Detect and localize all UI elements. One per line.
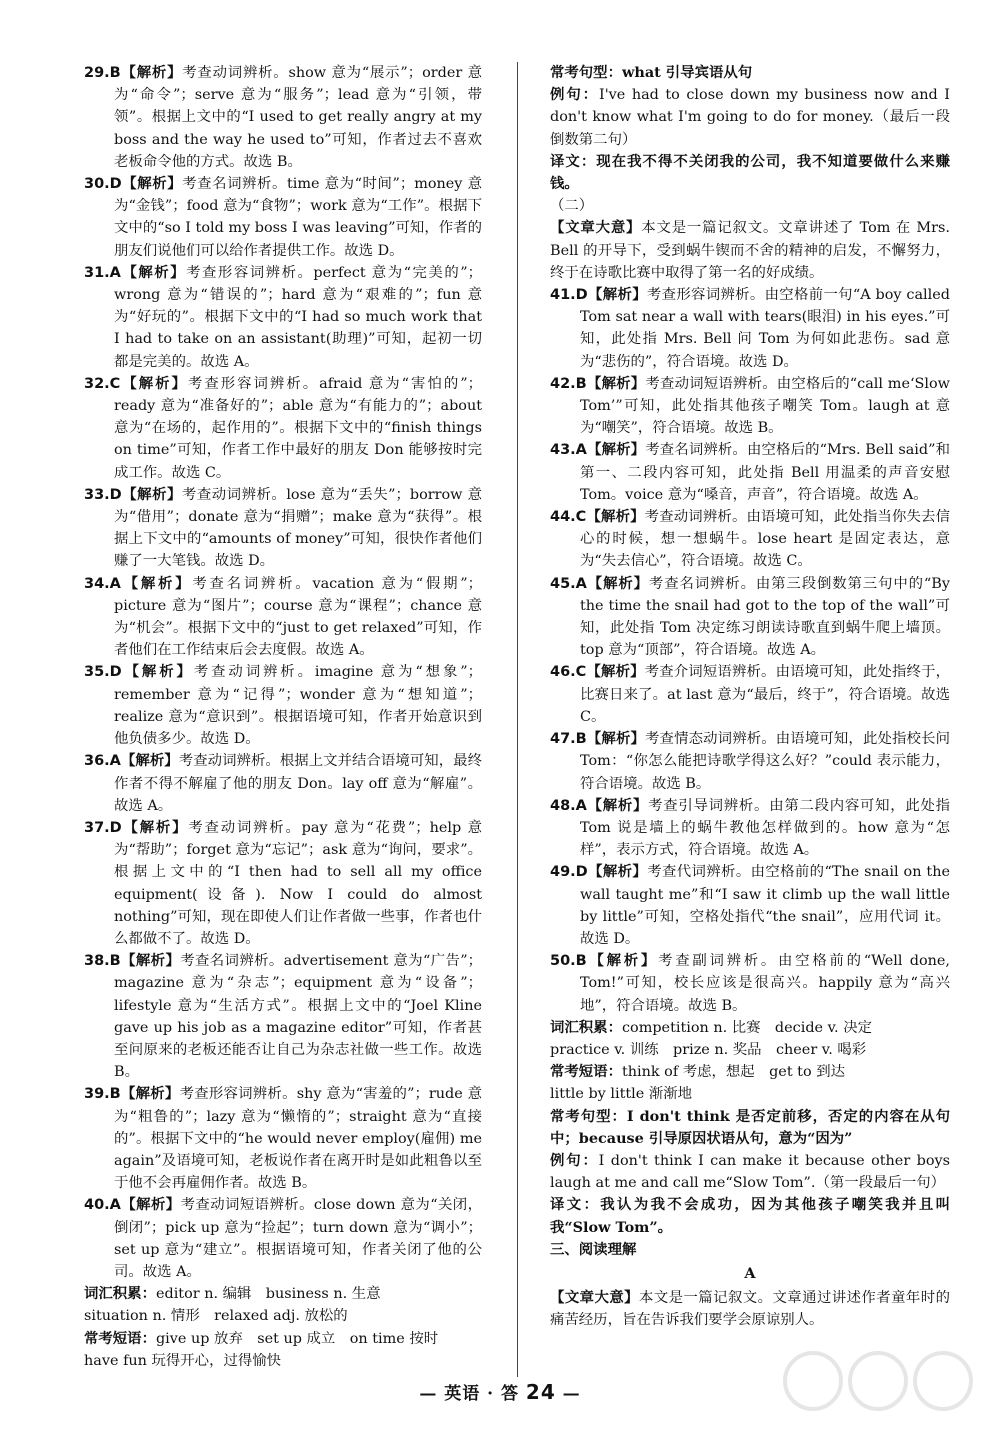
right-vocab-line1: 词汇积累：competition n. 比赛 decide v. 决定 <box>550 1018 872 1036</box>
analysis-tag: 【解析】 <box>586 574 649 592</box>
answer-entry <box>84 262 482 373</box>
left-phrase-line1: 常考短语：give up 放弃 set up 成立 on time 按时 <box>84 1329 439 1347</box>
answer-entry <box>84 484 482 573</box>
right-column <box>550 62 950 1332</box>
answer-entry <box>84 173 482 262</box>
answer-number: 41.D <box>550 287 588 304</box>
answer-entry <box>550 506 950 573</box>
answer-number: 42.B <box>550 375 587 392</box>
answer-entry <box>550 950 950 1017</box>
left-column <box>84 62 482 1372</box>
analysis-tag: 【解析】 <box>121 485 182 503</box>
answer-number: 48.A <box>550 797 587 814</box>
analysis-text: 考查名词辨析。由空格后的“Mrs. Bell said”和第一、二段内容可知，此处指 Bell 用温柔的声音安慰 Tom。voice 意为“嗓音，声音”，符合语境。故选 A。 <box>580 442 950 503</box>
analysis-tag: 【解析】 <box>586 374 646 392</box>
analysis-tag: 【解析】 <box>120 752 179 770</box>
answer-number: 47.B <box>550 731 587 748</box>
analysis-text: 考查动词辨析。由语境可知，此处指当你失去信心的时候，想一想蜗牛。lose heart 是固定表达，意为“失去信心”，符合语境。故选 C。 <box>580 509 950 570</box>
answer-entry <box>84 1083 482 1194</box>
analysis-text: 考查引导词辨析。由第二段内容可知，此处指 Tom 说是墙上的蜗牛教他怎样做到的。how 意为“怎样”，表示方式，符合语境。故选 A。 <box>580 797 950 859</box>
answer-entry <box>550 373 950 440</box>
column-divider <box>517 62 518 1377</box>
analysis-tag: 【解析】 <box>120 574 193 592</box>
part3-heading: 三、阅读理解 <box>550 1240 637 1258</box>
analysis-tag: 【解析】 <box>587 863 648 881</box>
analysis-text: 考查动词辨析。show 意为“展示”；order 意为“命令”；serve 意为“服务”；lead 意为“引领，带领”。根据上文中的“I used to get really angry at my boss and the way he used to”可知，作者过去不喜欢老板命令他的方式。故选 B。 <box>114 65 482 170</box>
analysis-tag: 【解析】 <box>586 952 659 970</box>
analysis-tag: 【解析】 <box>120 374 188 392</box>
answer-entry <box>550 728 950 795</box>
right-vocab-line2: practice v. 训练 prize n. 奖品 cheer v. 喝彩 <box>550 1041 867 1058</box>
analysis-tag: 【解析】 <box>121 818 189 836</box>
answer-number: 50.B <box>550 953 587 970</box>
answer-number: 33.D <box>84 486 122 503</box>
left-entries <box>84 62 482 1283</box>
analysis-text: 考查副词辨析。由空格前的“Well done, Tom!”可知，校长应该是很高兴。happily 意为“高兴地”，符合语境。故选 B。 <box>580 953 950 1014</box>
analysis-text: 考查动词辨析。pay 意为“花费”；help 意为“帮助”；forget 意为“忘记”；ask 意为“询问，要求”。根据上文中的“I then had to sell all my office equipment(设备). Now I could do almost nothing”可知，现在即使人们让作者做一些事，作者也什么都做不了。故选 D。 <box>114 819 482 947</box>
answer-entry <box>84 661 482 750</box>
answer-number: 40.A <box>84 1197 121 1214</box>
answer-number: 39.B <box>84 1086 121 1103</box>
analysis-tag: 【解析】 <box>587 286 647 304</box>
answer-number: 35.D <box>84 664 122 681</box>
analysis-text: 考查形容词辨析。perfect 意为“完美的”；wrong 意为“错误的”；hard 意为“艰难的”；fun 意为“好玩的”。根据下文中的“I had so much work that I had to take on an assistant(助理)”可知，起初一切都是完美的。故选 A。 <box>114 264 482 370</box>
right-entries <box>550 284 950 1017</box>
watermark-logo <box>778 1346 978 1416</box>
right-translation2: 译文：我认为我不会成功，因为其他孩子嘲笑我并且叫我“Slow Tom”。 <box>550 1196 950 1236</box>
analysis-text: 考查形容词辨析。afraid 意为“害怕的”；ready 意为“准备好的”；able 意为“有能力的”；about 意为“在场的，起作用的”。根据下文中的“finish things on time”可知，作者工作中最好的朋友 Don 能够按时完成工作。故选 C。 <box>114 375 482 481</box>
right-translation: 译文：现在我不得不关闭我的公司，我不知道要做什么来赚钱。 <box>550 152 950 193</box>
right-example: 例句：I've had to close down my business now and I don't know what I'm going to do for money.（最后一段倒数第二句） <box>550 86 950 148</box>
analysis-text: 考查动词短语辨析。close down 意为“关闭，倒闭”；pick up 意为“捡起”；turn down 意为“调小”；set up 意为“建立”。根据语境可知，作者关闭了他的公司。故选 A。 <box>114 1197 482 1280</box>
answer-number: 44.C <box>550 509 587 526</box>
right-example2: 例句：I don't think I can make it because other boys laugh at me and call me“Slow Tom”.（第一段最后一句） <box>550 1151 950 1192</box>
answer-number: 31.A <box>84 264 121 281</box>
answer-entry <box>550 573 950 662</box>
answer-entry <box>84 1194 482 1283</box>
part3-subheading: A <box>744 1264 756 1282</box>
answer-number: 49.D <box>550 864 588 881</box>
left-phrase-line2: have fun 玩得开心，过得愉快 <box>84 1352 282 1369</box>
page-footer: — 英语 · 答 24 — <box>419 1380 581 1404</box>
answer-entry <box>550 284 950 373</box>
answer-number: 34.A <box>84 575 121 592</box>
analysis-text: 考查形容词辨析。shy 意为“害羞的”；rude 意为“粗鲁的”；lazy 意为“懒惰的”；straight 意为“直接的”。根据下文中的“he would never employ(雇佣) me again”及语境可知，老板说作者在离开时是如此粗鲁以至于他不会再雇佣作者。故选 B。 <box>114 1086 482 1192</box>
answer-number: 43.A <box>550 442 587 459</box>
answer-number: 29.B <box>84 65 121 81</box>
analysis-text: 考查名词辨析。vacation 意为“假期”；picture 意为“图片”；course 意为“课程”；chance 意为“机会”。根据下文中的“just to get relaxed”可知，作者他们在工作结束后会去度假。故选 A。 <box>114 575 482 659</box>
answer-entry <box>84 373 482 484</box>
answer-entry <box>84 950 482 1083</box>
answer-number: 30.D <box>84 176 122 193</box>
answer-entry <box>84 750 482 817</box>
analysis-tag: 【解析】 <box>121 663 194 681</box>
answer-number: 46.C <box>550 664 587 681</box>
analysis-tag: 【解析】 <box>121 175 183 193</box>
analysis-text: 考查名词辨析。time 意为“时间”；money 意为“金钱”；food 意为“食物”；work 意为“工作”。根据下文中的“so I told my boss I was leaving”可知，作者的朋友们说他们可以给作者提供工作。故选 D。 <box>114 176 482 259</box>
answer-number: 37.D <box>84 819 122 836</box>
analysis-text: 考查动词短语辨析。由空格后的“call me‘Slow Tom’”可知，此处指其他孩子嘲笑 Tom。laugh at 意为“嘲笑”，符合语境。故选 B。 <box>580 375 950 437</box>
analysis-text: 考查名词辨析。由第三段倒数第三句中的“By the time the snail had got to the top of the wall”可知，此处指 Tom 决定练习朗读诗歌直到蜗牛爬上墙顶。top 意为“顶部”，符合语境。故选 A。 <box>580 575 950 659</box>
analysis-tag: 【解析】 <box>586 441 646 459</box>
part3-summary: 【文章大意】本文是一篇记叙文。文章通过讲述作者童年时的痛苦经历，旨在告诉我们要学会原谅别人。 <box>550 1289 950 1329</box>
analysis-tag: 【解析】 <box>120 263 187 281</box>
analysis-tag: 【解析】 <box>586 730 646 748</box>
answer-entry <box>550 795 950 862</box>
answer-entry <box>550 861 950 950</box>
answer-entry <box>550 439 950 506</box>
answer-entry <box>84 573 482 662</box>
part2-heading: （二） <box>550 198 594 215</box>
analysis-text: 考查情态动词辨析。由语境可知，此处指校长问 Tom：“你怎么能把诗歌学得这么好？”could 表示能力，符合语境。故选 B。 <box>580 731 950 792</box>
right-phrase-line2: little by little 渐渐地 <box>550 1086 693 1103</box>
page-number: 24 <box>525 1380 556 1404</box>
left-vocab-line2: situation n. 情形 relaxed adj. 放松的 <box>84 1308 348 1325</box>
analysis-text: 考查介词短语辨析。由语境可知，此处指终于，比赛日来了。at last 意为“最后，终于”，符合语境。故选 C。 <box>580 664 950 725</box>
analysis-text: 考查动词辨析。根据上文并结合语境可知，最终作者不得不解雇了他的朋友 Don。lay off 意为“解雇”。故选 A。 <box>114 753 482 814</box>
answer-number: 45.A <box>550 575 587 592</box>
analysis-tag: 【解析】 <box>586 796 649 814</box>
analysis-tag: 【解析】 <box>120 64 183 81</box>
analysis-text: 考查动词辨析。lose 意为“丢失”；borrow 意为“借用”；donate 意为“捐赠”；make 意为“获得”。根据上下文中的“amounts of money”可知，很快作者他们赚了一大笔钱。故选 D。 <box>114 486 482 570</box>
analysis-tag: 【解析】 <box>120 1085 180 1103</box>
answer-entry <box>550 661 950 728</box>
right-pattern2: 常考句型：I don't think 是否定前移，否定的内容在从句中；because 引导原因状语从句，意为“因为” <box>550 1107 950 1147</box>
analysis-text: 考查动词辨析。imagine 意为“想象”；remember 意为“记得”；wonder 意为“想知道”；realize 意为“意识到”。根据语境可知，作者开始意识到他负债多少。故选 D。 <box>114 664 482 748</box>
answer-number: 36.A <box>84 753 121 770</box>
analysis-text: 考查形容词辨析。由空格前一句“A boy called Tom sat near a wall with tears(眼泪) in his eyes.”可知，此处指 Mrs. Bell 问 Tom 为何如此悲伤。sad 意为“悲伤的”，符合语境。故选 D。 <box>580 287 950 370</box>
analysis-tag: 【解析】 <box>586 663 645 681</box>
left-vocab-line1: 词汇积累：editor n. 编辑 business n. 生意 <box>84 1285 381 1303</box>
part2-summary: 【文章大意】本文是一篇记叙文。文章讲述了 Tom 在 Mrs. Bell 的开导下，受到蜗牛锲而不舍的精神的启发，不懈努力，终于在诗歌比赛中取得了第一名的好成绩。 <box>550 219 950 281</box>
answer-number: 32.C <box>84 375 121 392</box>
answer-number: 38.B <box>84 953 121 970</box>
analysis-tag: 【解析】 <box>120 1196 181 1214</box>
right-phrase-line1: 常考短语：think of 考虑，想起 get to 到达 <box>550 1063 845 1081</box>
right-pattern: 常考句型：what 引导宾语从句 <box>550 64 753 81</box>
analysis-text: 考查名词辨析。advertisement 意为“广告”；magazine 意为“杂志”；equipment 意为“设备”；lifestyle 意为“生活方式”。根据上文中的“Joel Kline gave up his job as a magazine editor”可知，作者甚至问原来的老板还能否让自己为杂志社做一些工作。故选 B。 <box>114 953 482 1081</box>
analysis-tag: 【解析】 <box>120 952 181 970</box>
answer-entry <box>84 62 482 173</box>
answer-entry <box>84 817 482 950</box>
analysis-tag: 【解析】 <box>586 508 645 526</box>
analysis-text: 考查代词辨析。由空格前的“The snail on the wall taught me”和“I saw it climb up the wall little by little”可知，空格处指代“the snail”，应用代词 it。故选 D。 <box>580 864 950 947</box>
